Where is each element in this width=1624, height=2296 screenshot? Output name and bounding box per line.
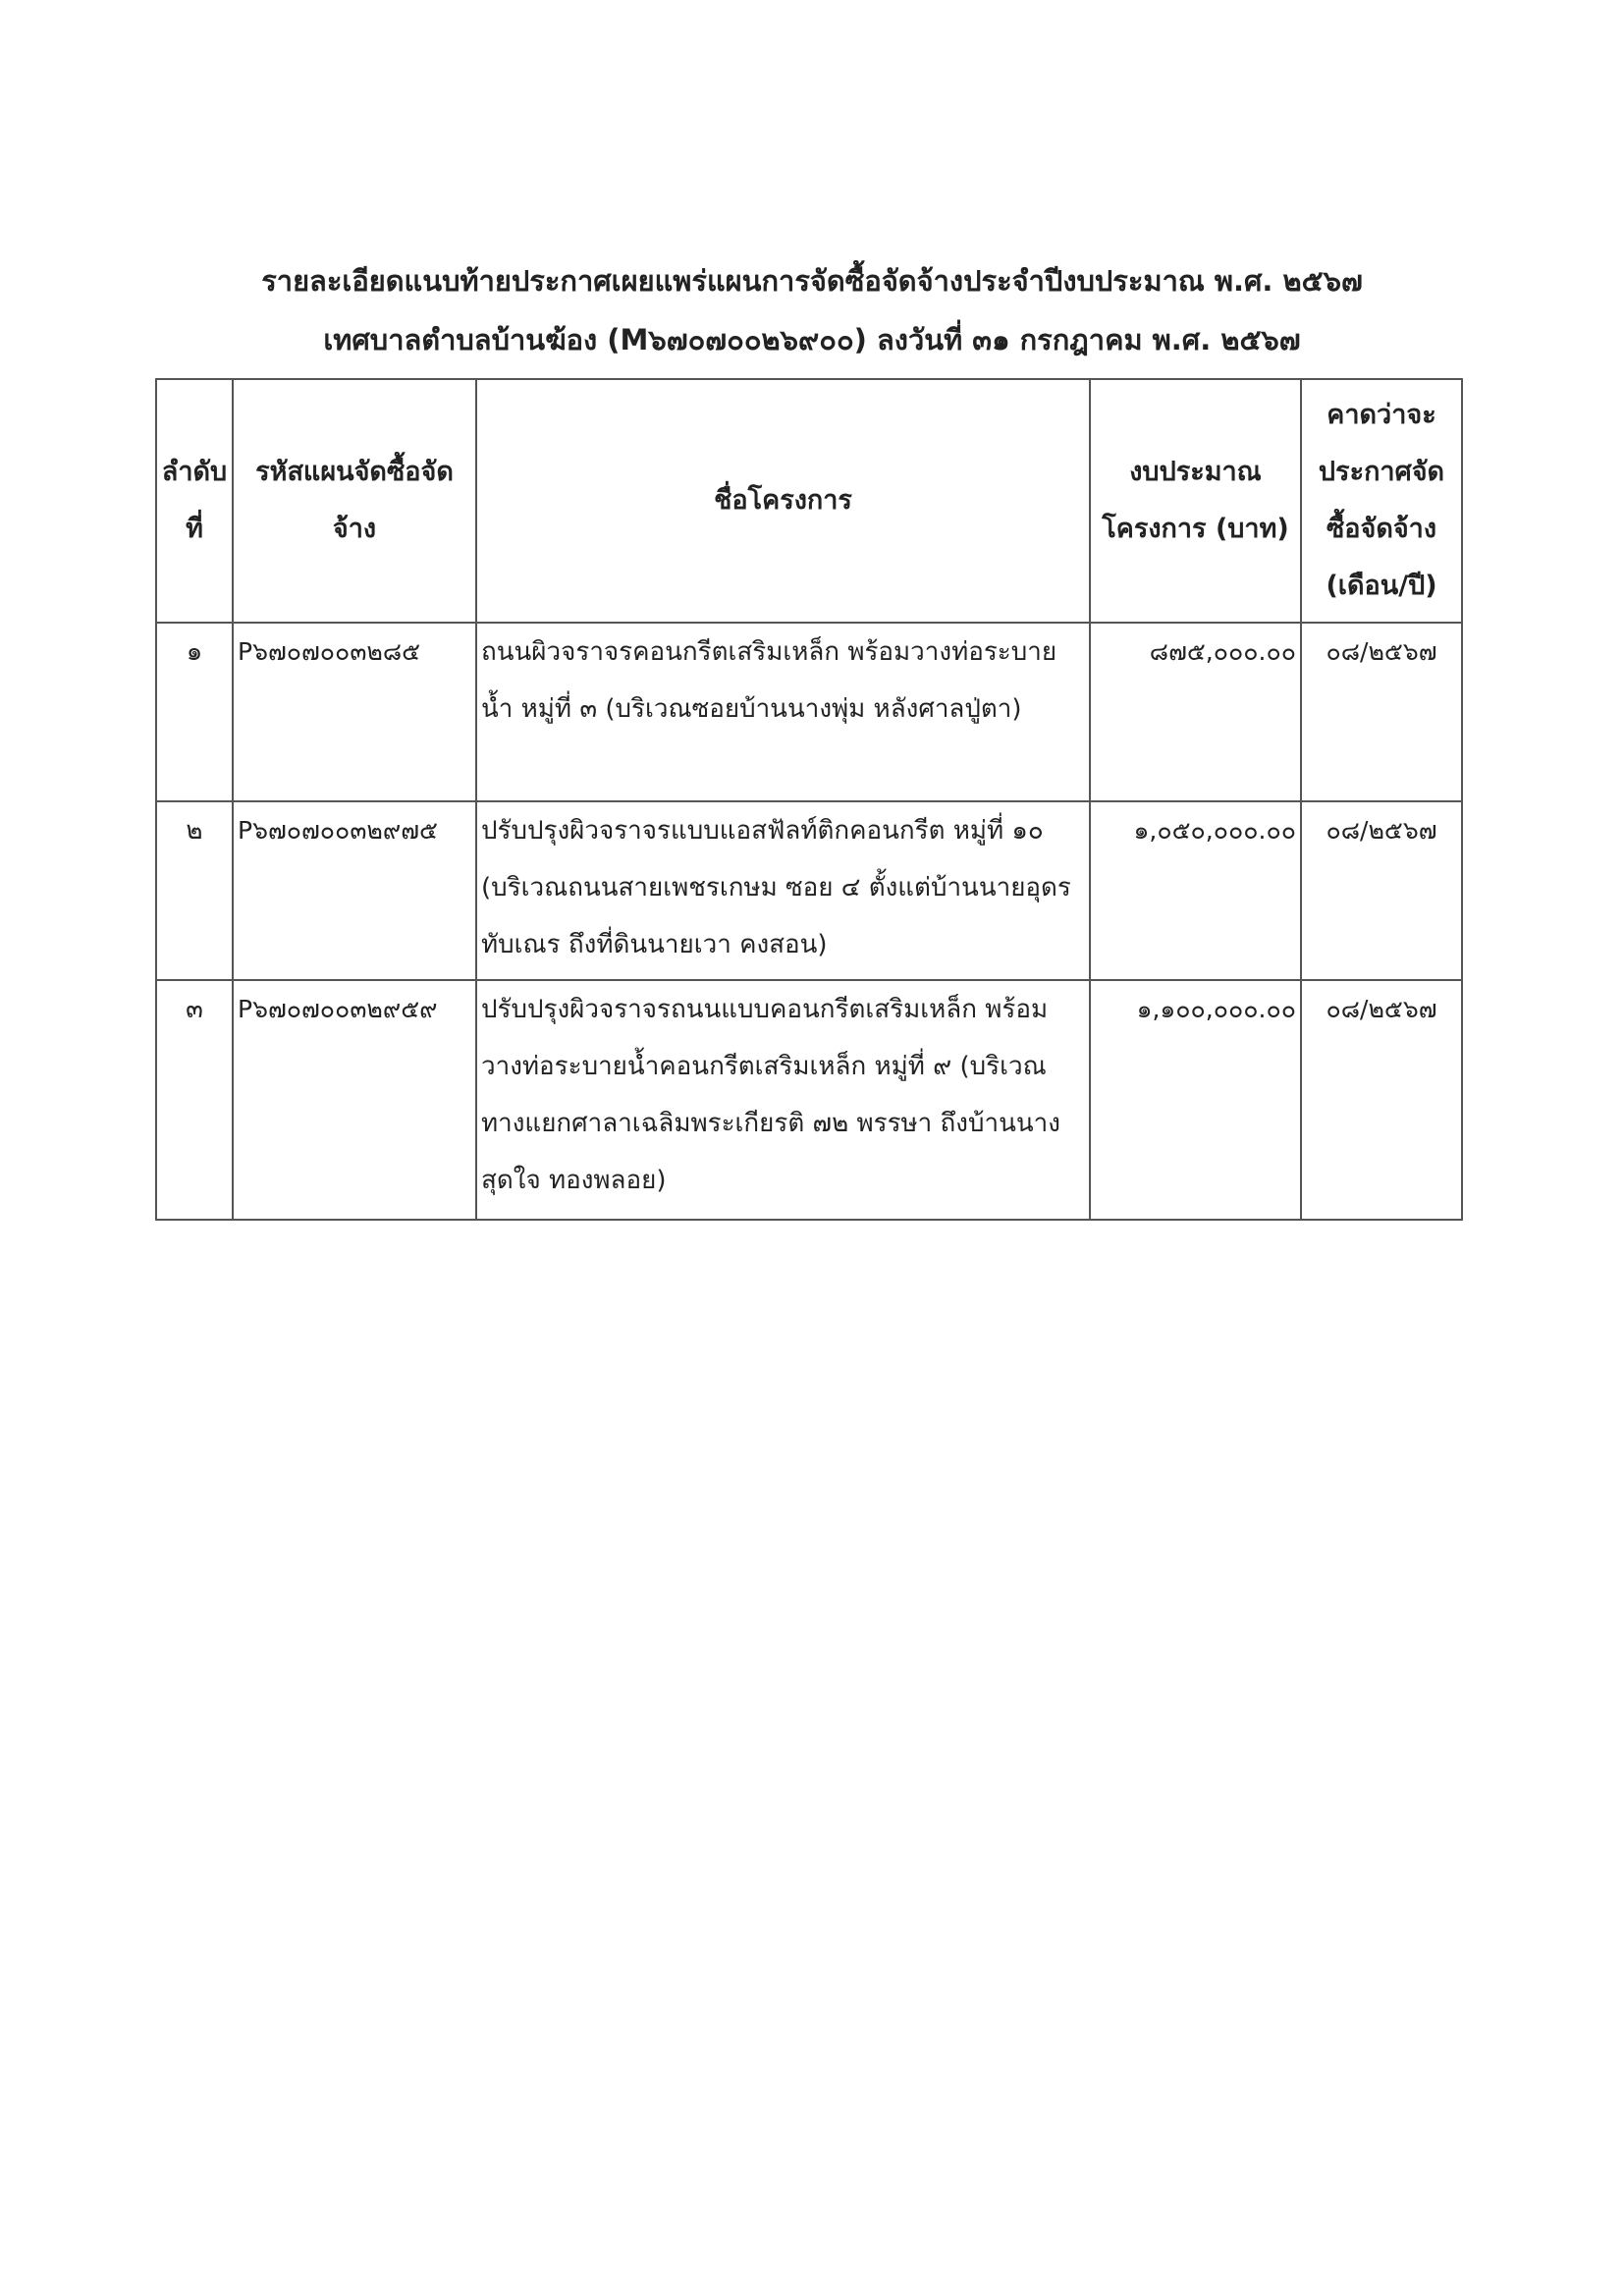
table-row (156, 623, 1462, 801)
row-project-name: ปรับปรุงผิวจราจรแบบแอสฟัลท์ติกคอนกรีต หมู่ที่ ๑๐ (บริเวณถนนสายเพชรเกษม ซอย ๔ ตั้งแต่บ้านนายอุดร ทับเณร ถึงที่ดินนายเวา คงสอน) (476, 801, 1090, 980)
row-announce-date: ๐๘/๒๕๖๗ (1301, 623, 1462, 801)
row-project-name: ปรับปรุงผิวจราจรถนนแบบคอนกรีตเสริมเหล็ก พร้อมวางท่อระบายน้ำคอนกรีตเสริมเหล็ก หมู่ที่ ๙ (บริเวณทางแยกศาลาเฉลิมพระเกียรติ ๗๒ พรรษา ถึงบ้านนางสุดใจ ทองพลอย) (476, 980, 1090, 1220)
row-plan-code: P๖๗๐๗๐๐๓๒๙๗๕ (233, 801, 476, 980)
header-announce-date: คาดว่าจะประกาศจัดซื้อจัดจ้าง (เดือน/ปี) (1301, 379, 1462, 623)
header-budget: งบประมาณโครงการ (บาท) (1090, 379, 1301, 623)
table-row (156, 801, 1462, 980)
table-row (156, 980, 1462, 1220)
row-announce-date: ๐๘/๒๕๖๗ (1301, 801, 1462, 980)
header-no: ลำดับที่ (156, 379, 233, 623)
row-budget: ๑,๐๕๐,๐๐๐.๐๐ (1090, 801, 1301, 980)
procurement-plan-table (155, 378, 1463, 1221)
row-plan-code: P๖๗๐๗๐๐๓๒๙๕๙ (233, 980, 476, 1220)
row-plan-code: P๖๗๐๗๐๐๓๒๘๕ (233, 623, 476, 801)
document-title: รายละเอียดแนบท้ายประกาศเผยแพร่แผนการจัดซื้อจัดจ้างประจำปีงบประมาณ พ.ศ. ๒๕๖๗ (261, 264, 1363, 298)
header-plan-code: รหัสแผนจัดซื้อจัดจ้าง (233, 379, 476, 623)
row-announce-date: ๐๘/๒๕๖๗ (1301, 980, 1462, 1220)
header-project-name: ชื่อโครงการ (476, 379, 1090, 623)
document-subtitle: เทศบาลตำบลบ้านฆ้อง (M๖๗๐๗๐๐๒๖๙๐๐) ลงวันที่ ๓๑ กรกฎาคม พ.ศ. ๒๕๖๗ (323, 323, 1301, 356)
row-no: ๑ (156, 623, 233, 801)
row-budget: ๑,๑๐๐,๐๐๐.๐๐ (1090, 980, 1301, 1220)
row-no: ๒ (156, 801, 233, 980)
table-header-row (156, 379, 1462, 623)
row-budget: ๘๗๕,๐๐๐.๐๐ (1090, 623, 1301, 801)
row-project-name: ถนนผิวจราจรคอนกรีตเสริมเหล็ก พร้อมวางท่อระบายน้ำ หมู่ที่ ๓ (บริเวณซอยบ้านนางพุ่ม หลังศาลปู่ตา) (476, 623, 1090, 801)
row-no: ๓ (156, 980, 233, 1220)
